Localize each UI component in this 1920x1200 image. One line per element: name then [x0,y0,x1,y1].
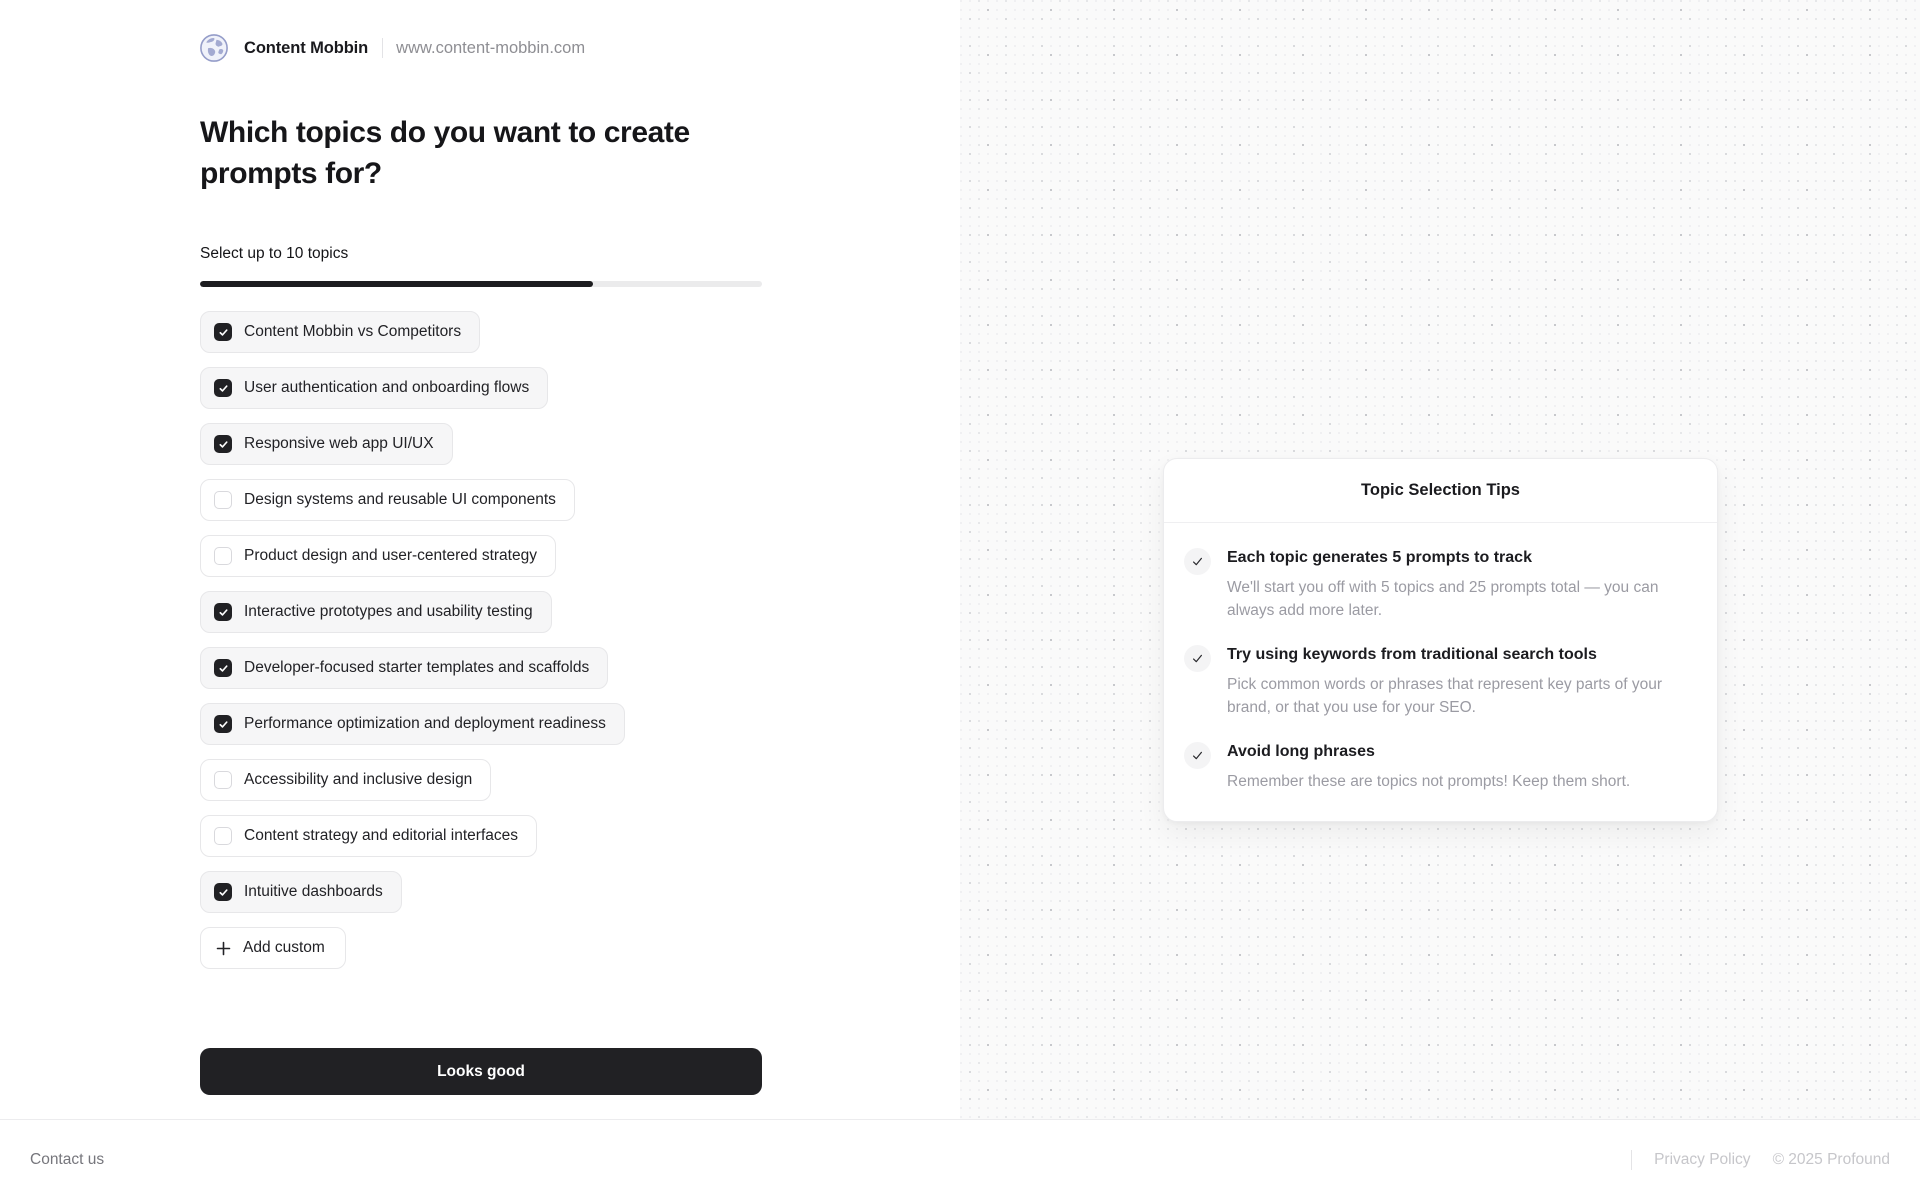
checkbox-icon [214,435,232,453]
topic-chip[interactable] [200,703,625,745]
site-header [200,34,762,62]
tip-item [1184,644,1693,719]
topic-selection-tips-card [1163,458,1718,822]
plus-icon [216,941,231,956]
checkbox-icon [214,603,232,621]
topic-chip-label: Intuitive dashboards [244,883,383,900]
topic-chip[interactable] [200,591,552,633]
tip-title: Try using keywords from traditional search tools [1227,646,1597,663]
topic-chip[interactable] [200,311,480,353]
checkbox-icon [214,659,232,677]
tip-body: We'll start you off with 5 topics and 25 prompts total — you can always add more later. [1227,579,1659,619]
topic-chip-label: Developer-focused starter templates and scaffolds [244,659,590,676]
checkbox-icon [214,715,232,733]
topic-chip-label: Content strategy and editorial interfaces [244,827,518,844]
check-circle-icon [1184,548,1211,575]
topic-chip-label: Design systems and reusable UI components [244,491,556,508]
topic-chip-label: Responsive web app UI/UX [244,435,434,452]
select-topics-label: Select up to 10 topics [200,245,349,262]
checkbox-icon [214,771,232,789]
site-url: www.content-mobbin.com [396,38,586,57]
checkbox-icon [214,827,232,845]
topic-chip[interactable] [200,759,491,801]
tip-body: Remember these are topics not prompts! Keep them short. [1227,773,1631,790]
checkbox-icon [214,883,232,901]
tip-body: Pick common words or phrases that represent key parts of your brand, or that you use for your SEO. [1227,676,1663,716]
topic-chip[interactable] [200,647,608,689]
site-name: Content Mobbin [244,38,369,57]
topic-chip-label: User authentication and onboarding flows [244,379,530,396]
checkbox-icon [214,379,232,397]
check-circle-icon [1184,645,1211,672]
topic-chip[interactable] [200,815,537,857]
topic-chip-label: Product design and user-centered strategy [244,547,537,564]
check-circle-icon [1184,742,1211,769]
looks-good-button[interactable]: Looks good [200,1048,762,1095]
privacy-policy-link[interactable]: Privacy Policy [1654,1151,1751,1168]
tip-title: Avoid long phrases [1227,743,1375,760]
topic-chip[interactable] [200,479,575,521]
add-custom-button[interactable] [200,927,346,969]
header-divider [382,38,383,58]
topic-progress-bar [200,281,762,287]
topic-chip-label: Accessibility and inclusive design [244,771,473,788]
tip-item [1184,741,1693,793]
checkbox-icon [214,491,232,509]
checkbox-icon [214,547,232,565]
tips-card-title: Topic Selection Tips [1164,459,1717,523]
topic-chip[interactable] [200,871,402,913]
page-title: Which topics do you want to create prompts for? [200,116,690,190]
checkbox-icon [214,323,232,341]
tip-item [1184,547,1693,622]
globe-icon [200,34,228,62]
topic-chip[interactable] [200,367,548,409]
copyright-text: © 2025 Profound [1772,1151,1890,1168]
tip-title: Each topic generates 5 prompts to track [1227,549,1532,566]
topic-list [200,311,762,913]
footer [0,1119,1920,1200]
footer-divider [1631,1150,1632,1170]
add-custom-label: Add custom [243,939,325,956]
progress-fill [200,281,593,287]
contact-us-link[interactable]: Contact us [30,1151,105,1168]
right-pane-dotted-background [960,0,1920,1119]
topic-chip-label: Content Mobbin vs Competitors [244,323,462,340]
topic-chip[interactable] [200,423,453,465]
left-pane [0,0,960,1119]
topic-chip-label: Performance optimization and deployment readiness [244,715,606,732]
topic-chip[interactable] [200,535,556,577]
topic-chip-label: Interactive prototypes and usability testing [244,603,533,620]
